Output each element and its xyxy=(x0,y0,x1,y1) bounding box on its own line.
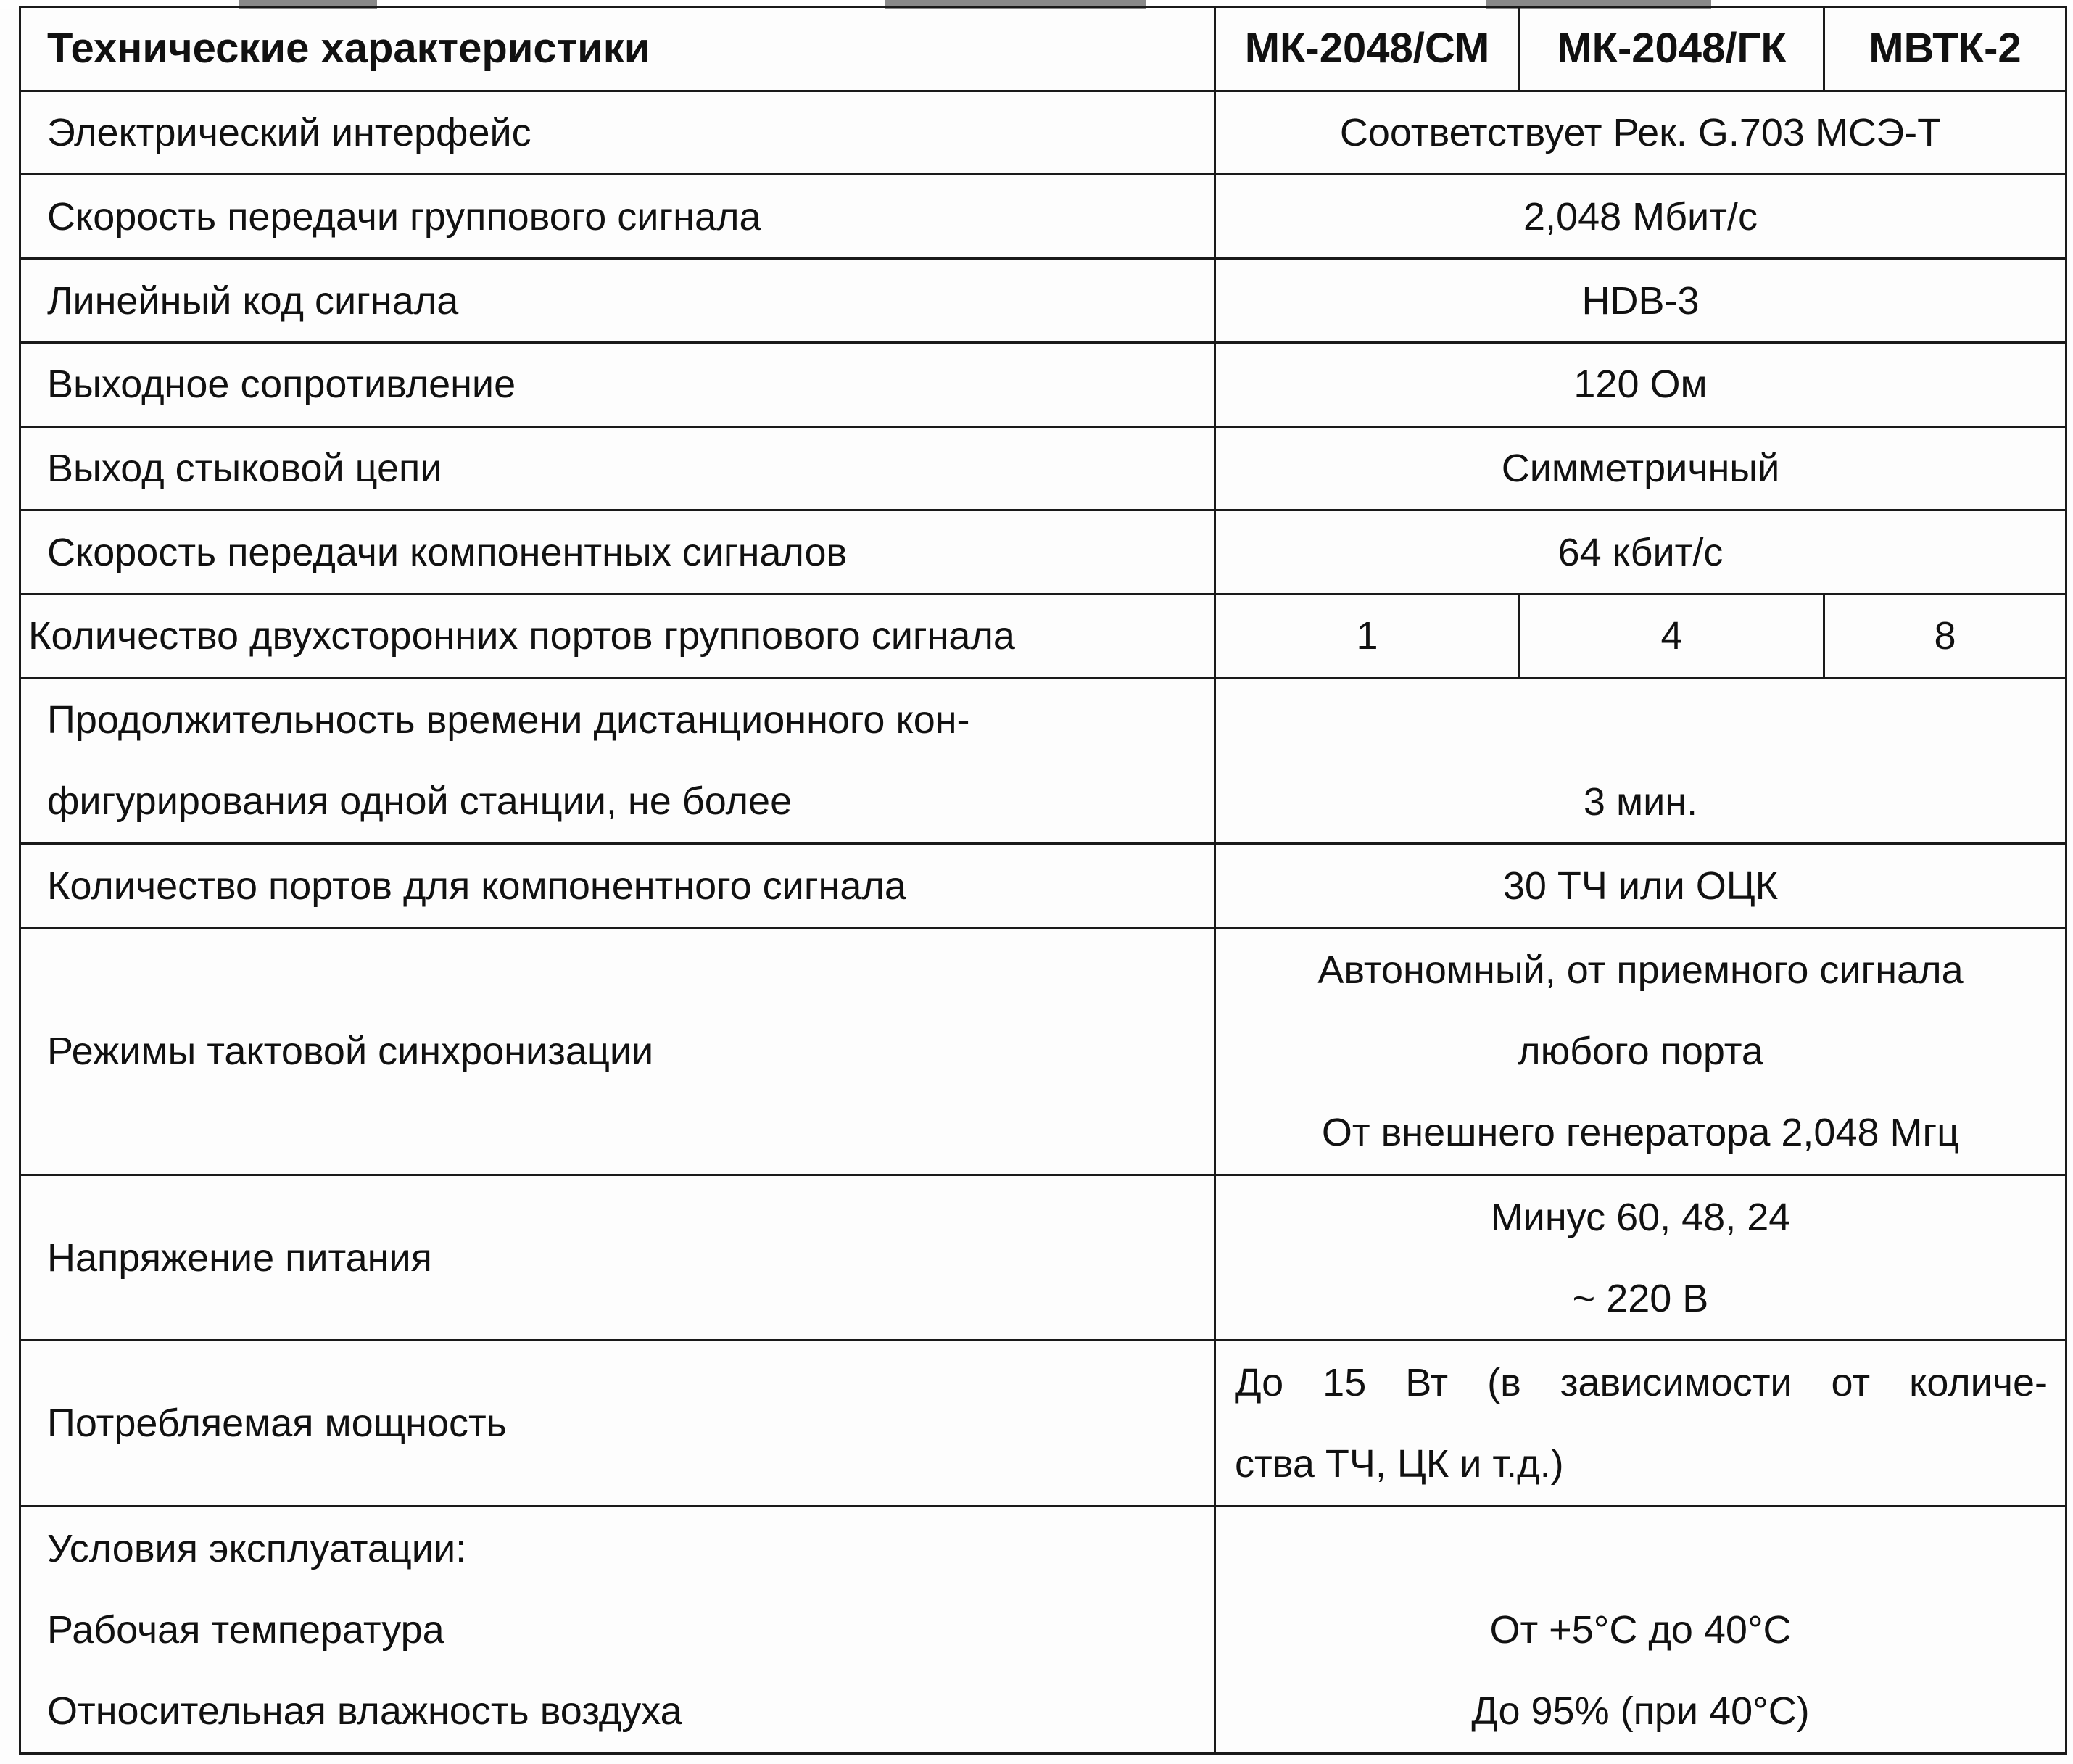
header-characteristics: Технические характеристики xyxy=(20,7,1215,91)
row-label: Скорость передачи компонентных сигналов xyxy=(20,510,1215,595)
row-value-line: любого порта xyxy=(1518,1029,1763,1073)
row-value xyxy=(1215,927,2066,1175)
ports-value-mvtk-2: 8 xyxy=(1824,595,2066,679)
row-sync-modes xyxy=(20,927,2066,1175)
row-label xyxy=(20,678,1215,843)
row-value-line xyxy=(1223,1508,2058,1589)
row-label: Потребляемая мощность xyxy=(20,1341,1215,1506)
row-label-line: Рабочая температура xyxy=(47,1607,444,1652)
row-conditions xyxy=(20,1506,2066,1753)
row-line-code xyxy=(20,259,2066,343)
row-label-line: Продолжительность времени дистанционного кон- xyxy=(47,698,970,742)
row-value: Симметричный xyxy=(1215,426,2066,510)
row-value-line: ства ТЧ, ЦК и т.д.) xyxy=(1235,1442,1564,1486)
row-interface-output xyxy=(20,426,2066,510)
row-value-line: ~ 220 В xyxy=(1572,1276,1709,1320)
row-value xyxy=(1215,1341,2066,1506)
row-output-impedance xyxy=(20,342,2066,426)
row-label: Электрический интерфейс xyxy=(20,91,1215,175)
header-row xyxy=(20,7,2066,91)
row-electrical-interface xyxy=(20,91,2066,175)
row-value-line: Автономный, от приемного сигнала xyxy=(1317,948,1964,992)
row-label: Напряжение питания xyxy=(20,1175,1215,1341)
row-value: 120 Ом xyxy=(1215,342,2066,426)
row-value-line: До 95% (при 40°С) xyxy=(1471,1689,1810,1733)
row-power xyxy=(20,1341,2066,1506)
row-label-line: фигурирования одной станции, не более xyxy=(47,779,793,824)
row-label: Количество двухсторонних портов группового сигнала xyxy=(20,595,1215,679)
row-group-rate xyxy=(20,175,2066,259)
row-label-line: Относительная влажность воздуха xyxy=(47,1689,682,1733)
row-value: 2,048 Мбит/с xyxy=(1215,175,2066,259)
row-label: Выходное сопротивление xyxy=(20,342,1215,426)
row-value xyxy=(1215,1506,2066,1753)
row-label: Количество портов для компонентного сигнала xyxy=(20,844,1215,928)
row-value: 64 кбит/с xyxy=(1215,510,2066,595)
row-value: Соответствует Рек. G.703 МСЭ-Т xyxy=(1215,91,2066,175)
row-config-time xyxy=(20,678,2066,843)
row-label-line: Условия эксплуатации: xyxy=(47,1526,467,1570)
row-label: Выход стыковой цепи xyxy=(20,426,1215,510)
row-value-line: От внешнего генератора 2,048 Мгц xyxy=(1321,1110,1960,1154)
row-ports-count xyxy=(20,595,2066,679)
header-model-mk-2048-sm: МК-2048/СМ xyxy=(1215,7,1520,91)
row-label: Скорость передачи группового сигнала xyxy=(20,175,1215,259)
row-supply-voltage xyxy=(20,1175,2066,1341)
row-value-line: Минус 60, 48, 24 xyxy=(1490,1195,1791,1239)
header-model-mvtk-2: МВТК-2 xyxy=(1824,7,2066,91)
row-label: Режимы тактовой синхронизации xyxy=(20,927,1215,1175)
row-component-ports xyxy=(20,844,2066,928)
row-value-line: От +5°С до 40°С xyxy=(1489,1607,1792,1652)
row-label: Линейный код сигнала xyxy=(20,259,1215,343)
row-label xyxy=(20,1506,1215,1753)
row-component-rate xyxy=(20,510,2066,595)
ports-value-mk-2048-gk: 4 xyxy=(1520,595,1824,679)
technical-specifications-table xyxy=(19,6,2067,1755)
row-value: HDB-3 xyxy=(1215,259,2066,343)
row-value: 3 мин. xyxy=(1215,678,2066,843)
row-value: 30 ТЧ или ОЦК xyxy=(1215,844,2066,928)
row-value-line: До 15 Вт (в зависимости от количе- xyxy=(1235,1361,2048,1405)
ports-value-mk-2048-sm: 1 xyxy=(1215,595,1520,679)
row-value xyxy=(1215,1175,2066,1341)
header-model-mk-2048-gk: МК-2048/ГК xyxy=(1520,7,1824,91)
